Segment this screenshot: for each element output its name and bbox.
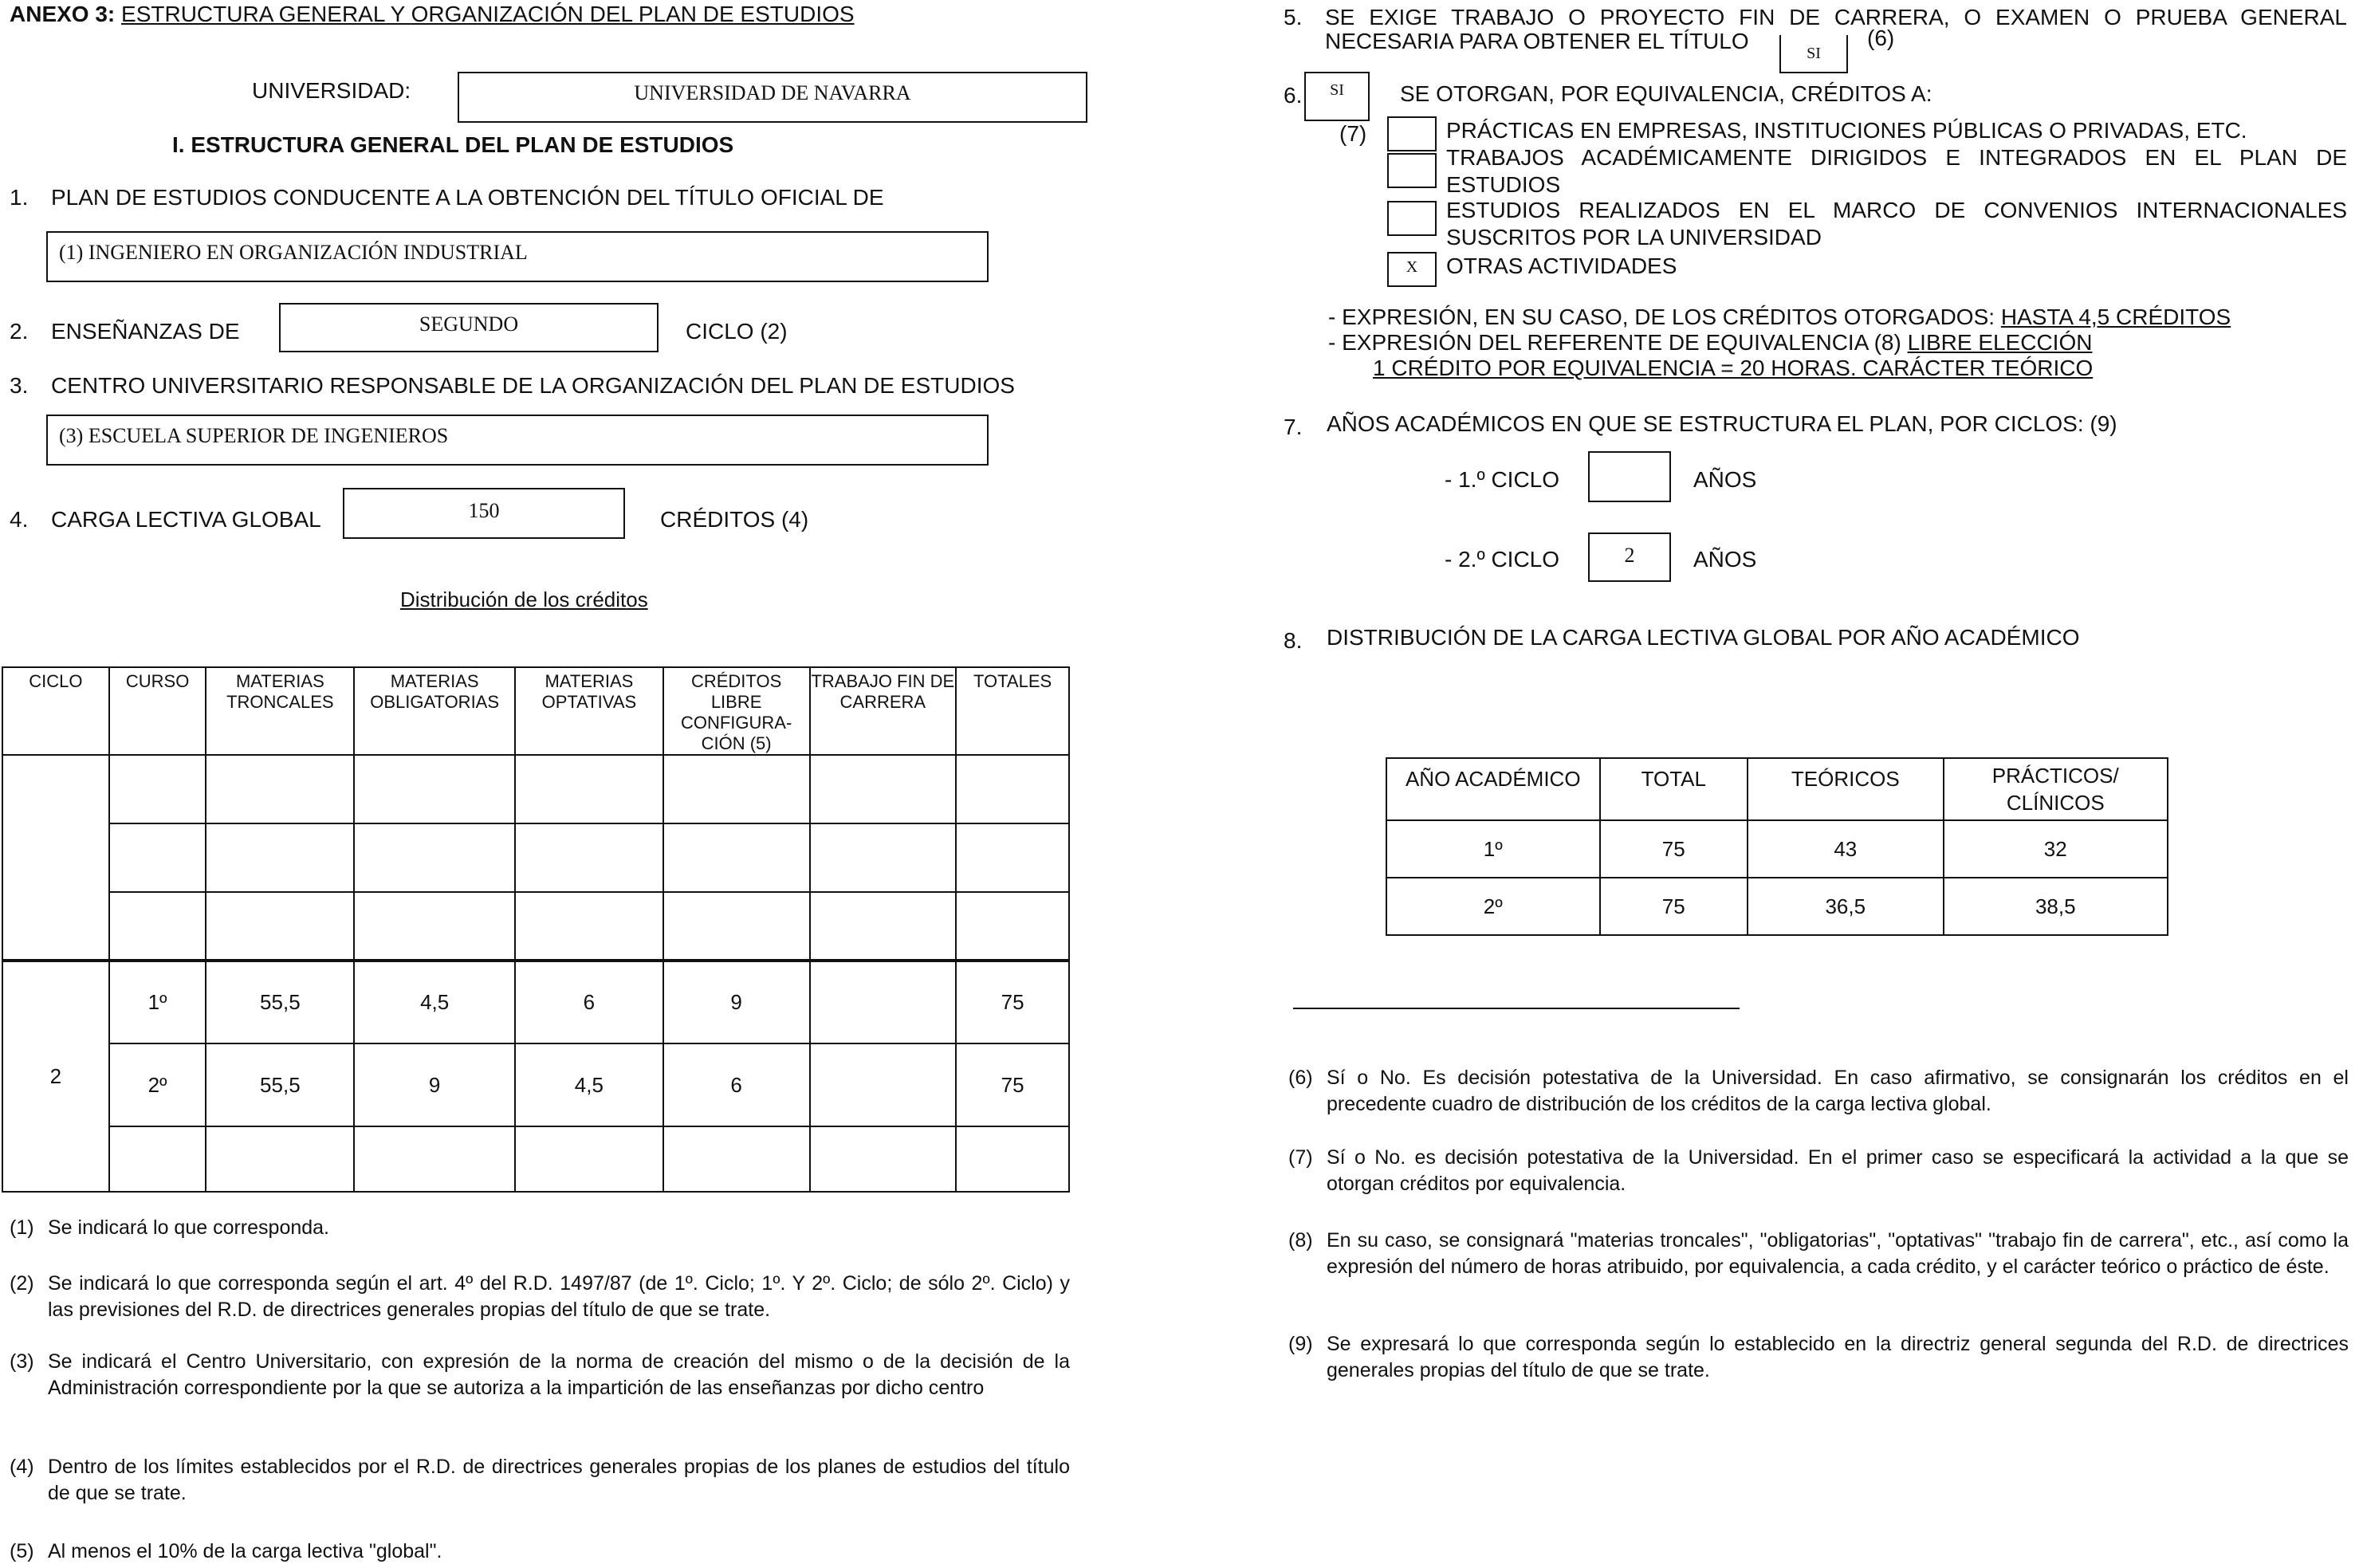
optativas-cell: 6 xyxy=(515,961,663,1043)
table-row xyxy=(2,755,1069,823)
table-row xyxy=(1386,878,2168,935)
curso-cell: 1º xyxy=(109,961,206,1043)
item7-label: AÑOS ACADÉMICOS EN QUE SE ESTRUCTURA EL PLAN, POR CICLOS: (9) xyxy=(1327,411,2117,436)
practicos-cell: 32 xyxy=(1944,820,2168,878)
footnote-6: (6) Sí o No. Es decisión potestativa de la Universidad. En caso afirmativo, se consignarán los créditos en el precedente cuadro de distribución de los créditos de la carga lectiva global. xyxy=(1288,1067,2349,1115)
table-row xyxy=(2,1126,1069,1192)
yearly-load-table xyxy=(1386,757,2168,936)
col-header: MATERIAS OBLIGATORIAS xyxy=(354,667,515,755)
university-label: UNIVERSIDAD: xyxy=(252,78,411,103)
col-header: CRÉDITOS LIBRE CONFIGURA- CIÓN (5) xyxy=(663,667,810,755)
equivalence-value: SI xyxy=(1330,81,1344,99)
teoricos-cell: 43 xyxy=(1748,820,1944,878)
libre-cell: 6 xyxy=(663,1043,810,1126)
distribution-table xyxy=(2,666,1070,1193)
cycle2-years-value: 2 xyxy=(1624,544,1635,567)
footnote-7: (7) Sí o No. es decisión potestativa de la Universidad. En el primer caso se especificará la actividad a la que se otorgan créditos por equivalencia. xyxy=(1288,1146,2349,1195)
item5-number: 5. xyxy=(1284,5,1303,29)
table-row xyxy=(2,823,1069,892)
credits-value: 150 xyxy=(468,499,500,522)
col-header: TEÓRICOS xyxy=(1748,758,1944,820)
option-check-mark: X xyxy=(1406,258,1418,276)
year-cell: 1º xyxy=(1386,820,1600,878)
table-row xyxy=(2,1043,1069,1126)
item3-number: 3. xyxy=(10,373,29,398)
university-value: UNIVERSIDAD DE NAVARRA xyxy=(634,81,911,104)
item6-label: SE OTORGAN, POR EQUIVALENCIA, CRÉDITOS A: xyxy=(1400,81,1932,106)
item4-number: 4. xyxy=(10,507,29,532)
optativas-cell: 4,5 xyxy=(515,1043,663,1126)
footnote-5: (5) Al menos el 10% de la carga lectiva "global". xyxy=(10,1540,442,1562)
table-row xyxy=(2,892,1069,961)
equivalence-reference-detail: 1 CRÉDITO POR EQUIVALENCIA = 20 HORAS. CARÁCTER TEÓRICO xyxy=(1373,356,2094,380)
credits-expression: - EXPRESIÓN, EN SU CASO, DE LOS CRÉDITOS OTORGADOS: HASTA 4,5 CRÉDITOS xyxy=(1328,305,2231,329)
equivalence-reference-value: LIBRE ELECCIÓN xyxy=(1907,330,2093,355)
annex-title: ESTRUCTURA GENERAL Y ORGANIZACIÓN DEL PLAN DE ESTUDIOS xyxy=(121,2,855,26)
item2-suffix: CICLO (2) xyxy=(686,319,788,344)
option-checkbox xyxy=(1387,153,1437,188)
year-cell: 2º xyxy=(1386,878,1600,935)
col-header: MATERIAS TRONCALES xyxy=(206,667,354,755)
col-header: CICLO xyxy=(2,667,109,755)
section-title: I. ESTRUCTURA GENERAL DEL PLAN DE ESTUDIOS xyxy=(172,132,734,157)
distribution-title: Distribución de los créditos xyxy=(400,588,648,611)
item8-number: 8. xyxy=(1284,628,1303,653)
practicos-cell: 38,5 xyxy=(1944,878,2168,935)
obligatorias-cell: 9 xyxy=(354,1043,515,1126)
item6-ref: (7) xyxy=(1339,121,1367,146)
table-header-row xyxy=(2,667,1069,755)
teoricos-cell: 36,5 xyxy=(1748,878,1944,935)
item2-number: 2. xyxy=(10,319,29,344)
item5-ref: (6) xyxy=(1867,26,1895,50)
item2-label: ENSEÑANZAS DE xyxy=(51,319,240,344)
item3-label: CENTRO UNIVERSITARIO RESPONSABLE DE LA ORGANIZACIÓN DEL PLAN DE ESTUDIOS xyxy=(51,373,1015,398)
cycle-cell: 2 xyxy=(2,961,109,1192)
totales-cell: 75 xyxy=(956,1043,1069,1126)
trabajo-cell xyxy=(810,961,957,1043)
table-header-row xyxy=(1386,758,2168,820)
col-header: PRÁCTICOS/ CLÍNICOS xyxy=(1944,758,2168,820)
item8-label: DISTRIBUCIÓN DE LA CARGA LECTIVA GLOBAL POR AÑO ACADÉMICO xyxy=(1327,625,2080,650)
item6-number: 6. xyxy=(1284,83,1303,108)
footnote-4: (4) Dentro de los límites establecidos por el R.D. de directrices generales propias de los planes de estudios del título de que se trate. xyxy=(10,1456,1070,1504)
cycle-cell-empty xyxy=(2,755,109,961)
totales-cell: 75 xyxy=(956,961,1069,1043)
col-header: CURSO xyxy=(109,667,206,755)
item7-number: 7. xyxy=(1284,415,1303,439)
footnote-1: (1) Se indicará lo que corresponda. xyxy=(10,1216,330,1239)
cycle2-label: - 2.º CICLO xyxy=(1445,547,1560,572)
item5-line1: SE EXIGE TRABAJO O PROYECTO FIN DE CARRERA, O EXAMEN O PRUEBA GENERAL xyxy=(1325,5,2347,29)
option-label: PRÁCTICAS EN EMPRESAS, INSTITUCIONES PÚBLICAS O PRIVADAS, ETC. xyxy=(1446,118,2247,143)
option-label: ESTUDIOS xyxy=(1446,172,1561,197)
libre-cell: 9 xyxy=(663,961,810,1043)
footnote-2: (2) Se indicará lo que corresponda según el art. 4º del R.D. 1497/87 (de 1º. Ciclo; 1º. Y 2º. Ciclo; de sólo 2º. Ciclo) y las previsiones del R.D. de directrices generales propias del título de que se trate. xyxy=(10,1272,1070,1321)
item1-label: PLAN DE ESTUDIOS CONDUCENTE A LA OBTENCIÓN DEL TÍTULO OFICIAL DE xyxy=(51,185,884,210)
table-row xyxy=(1386,820,2168,878)
option-checkbox xyxy=(1387,201,1437,236)
col-header: TRABAJO FIN DE CARRERA xyxy=(810,667,957,755)
credits-expression-value: HASTA 4,5 CRÉDITOS xyxy=(2000,305,2231,329)
total-cell: 75 xyxy=(1600,820,1748,878)
table-row xyxy=(2,961,1069,1043)
footnote-8: (8) En su caso, se consignará "materias troncales", "obligatorias", "optativas" "trabajo fin de carrera", etc., así como la expresión del número de horas atribuido, por equivalencia, a cada crédito, y el carácter teórico o práctico de éste. xyxy=(1288,1229,2349,1278)
footnote-3: (3) Se indicará el Centro Universitario, con expresión de la norma de creación del mismo o de la decisión de la Administración correspondiente por la que se autoriza a la impartición de las enseñanzas por dicho centro xyxy=(10,1350,1070,1399)
option-checkbox xyxy=(1387,116,1437,151)
annex-heading xyxy=(10,2,855,27)
cycle1-label: - 1.º CICLO xyxy=(1445,467,1560,492)
troncales-cell: 55,5 xyxy=(206,961,354,1043)
cycle2-unit: AÑOS xyxy=(1693,547,1757,572)
total-cell: 75 xyxy=(1600,878,1748,935)
thesis-required-value: SI xyxy=(1807,45,1821,62)
option-label: OTRAS ACTIVIDADES xyxy=(1446,253,1677,278)
col-header: MATERIAS OPTATIVAS xyxy=(515,667,663,755)
equivalence-reference: - EXPRESIÓN DEL REFERENTE DE EQUIVALENCIA (8) LIBRE ELECCIÓN xyxy=(1328,330,2093,355)
item4-label: CARGA LECTIVA GLOBAL xyxy=(51,507,321,532)
cycle-value: SEGUNDO xyxy=(419,312,519,336)
curso-cell: 2º xyxy=(109,1043,206,1126)
annex-label: ANEXO 3: xyxy=(10,2,116,26)
footnote-9: (9) Se expresará lo que corresponda según lo establecido en la directriz general segunda del R.D. de directrices generales propias del título de que se trate. xyxy=(1288,1333,2349,1381)
item5-line2: NECESARIA PARA OBTENER EL TÍTULO xyxy=(1325,29,1749,53)
center-value: (3) ESCUELA SUPERIOR DE INGENIEROS xyxy=(59,424,449,447)
col-header: TOTAL xyxy=(1600,758,1748,820)
cycle1-years-field xyxy=(1588,451,1671,502)
troncales-cell: 55,5 xyxy=(206,1043,354,1126)
col-header: AÑO ACADÉMICO xyxy=(1386,758,1600,820)
footnote-separator xyxy=(1293,1008,1740,1009)
option-label: SUSCRITOS POR LA UNIVERSIDAD xyxy=(1446,225,1822,250)
item4-suffix: CRÉDITOS (4) xyxy=(660,507,809,532)
cycle1-unit: AÑOS xyxy=(1693,467,1757,492)
item1-number: 1. xyxy=(10,185,29,210)
trabajo-cell xyxy=(810,1043,957,1126)
option-label: TRABAJOS ACADÉMICAMENTE DIRIGIDOS E INTEGRADOS EN EL PLAN DE xyxy=(1446,145,2347,170)
obligatorias-cell: 4,5 xyxy=(354,961,515,1043)
option-label: ESTUDIOS REALIZADOS EN EL MARCO DE CONVENIOS INTERNACIONALES xyxy=(1446,198,2347,222)
degree-title-value: (1) INGENIERO EN ORGANIZACIÓN INDUSTRIAL xyxy=(59,241,528,264)
col-header: TOTALES xyxy=(956,667,1069,755)
